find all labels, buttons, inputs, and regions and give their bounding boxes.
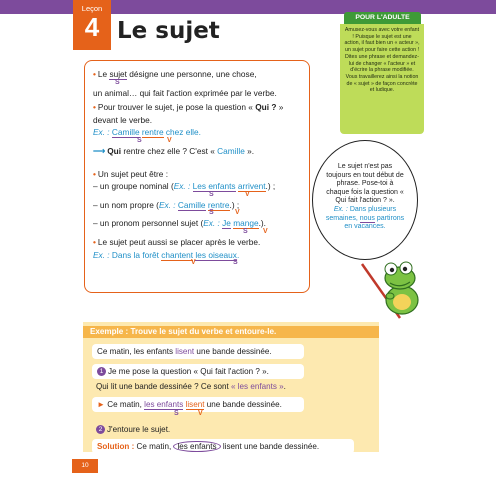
subject-mark: S (115, 78, 120, 86)
rule-box (84, 60, 310, 293)
example-header: Exemple : Trouve le sujet du verbe et entoure-le. (83, 326, 379, 338)
subject-mark: S (137, 136, 142, 144)
bullet-icon: • (93, 69, 96, 79)
step-2: 2 J'entoure le sujet. (96, 424, 346, 436)
speech-bubble: Le sujet n'est pas toujours en tout début de phrase. Pose-toi à chaque fois la question « Qui fait l'action ? ». Ex. : Dans plusieurs semaines, nous partirons en vacances. (312, 140, 418, 260)
subject-mark: S (209, 190, 214, 198)
adult-tab: POUR L'ADULTE (344, 12, 421, 24)
rule-inversion: • Le sujet peut aussi se placer après le verbe. Ex. : Dans la forêt chantent les oiseaux. V S (93, 236, 301, 267)
step-1-result: ► Ce matin, les enfants lisent une bande dessinée. (92, 397, 304, 412)
type-proper-noun: – un nom propre (Ex. : Camille rentre.) ; (93, 199, 240, 210)
rule-definition: • Le sujet désigne une personne, une chose, S un animal… qui fait l'action exprimée par le verbe. (93, 69, 277, 98)
keyword-sujet: sujet (109, 69, 127, 79)
bullet-icon: • (93, 168, 96, 179)
verb-mark: V (263, 227, 268, 235)
bullet-icon: • (93, 102, 96, 113)
lesson-number: 4 (84, 12, 100, 42)
verb-mark: V (198, 410, 203, 417)
page-title: Le sujet (117, 18, 220, 44)
solution: Solution : Ce matin, les enfants lisent une bande dessinée. (92, 439, 354, 454)
type-pronoun: – un pronom personnel sujet (Ex. : Je mange.). (93, 218, 266, 229)
verb-mark: V (245, 190, 250, 198)
circled-subject: les enfants (173, 441, 220, 452)
type-noun-group: – un groupe nominal (Ex. : Les enfants arrivent.) ; (93, 181, 276, 192)
step-2-number: 2 (96, 425, 105, 434)
page-number: 10 (72, 459, 98, 473)
lesson-badge (73, 0, 111, 50)
arrow-icon: ► (97, 400, 106, 409)
arrow-icon: ⟶ (93, 145, 105, 156)
subject-mark: S (233, 259, 238, 267)
bullet-icon: • (93, 236, 96, 247)
subject-mark: S (174, 410, 179, 417)
example-1: Ex. : Camille rentre chez elle. (93, 127, 201, 138)
subject-mark: S (243, 227, 248, 235)
step-1-number: 1 (97, 367, 106, 376)
verb-mark: V (167, 136, 172, 144)
step-1-question: Qui lit une bande dessinée ? Ce sont « les enfants ». (96, 382, 286, 391)
verb-mark: V (191, 259, 196, 267)
example-inversion: Ex. : Dans la forêt chantent les oiseaux. (93, 249, 240, 260)
step-1: 1 Je me pose la question « Qui fait l'action ? ». (92, 364, 304, 379)
lesson-label: Leçon (81, 4, 103, 13)
verb-mark: V (235, 209, 240, 217)
subject-mark: S (209, 209, 214, 217)
frog-mascot-icon (360, 252, 430, 322)
adult-note: Amusez-vous avec votre enfant ! Puisque le sujet est une action, il faut bien un « acteur », un sujet pour faire cette action ! Dites une phrase et demandez-lui de changer « l'acteur » et d'écrire la phrase modifiée. Vous travaillerez ainsi la notion de « sujet » de façon concrète et ludique. (340, 24, 424, 134)
example-sentence: Ce matin, les enfants lisent une bande dessinée. (92, 344, 304, 359)
rule-question: • Pour trouver le sujet, je pose la question « Qui ? » devant le verbe. Ex. : Camille rentre chez elle. S V ⟶ Qui rentre chez elle ? C'est « Camille ». (93, 101, 301, 157)
question-answer: ⟶ Qui rentre chez elle ? C'est « Camille ». (93, 145, 255, 156)
rule-types: • Un sujet peut être : – un groupe nominal (Ex. : Les enfants arrivent.) ; S V – un nom propre (Ex. : Camille rentre.) ; S V – un pronom personnel sujet (Ex. : Je mange.). S V (93, 168, 301, 236)
